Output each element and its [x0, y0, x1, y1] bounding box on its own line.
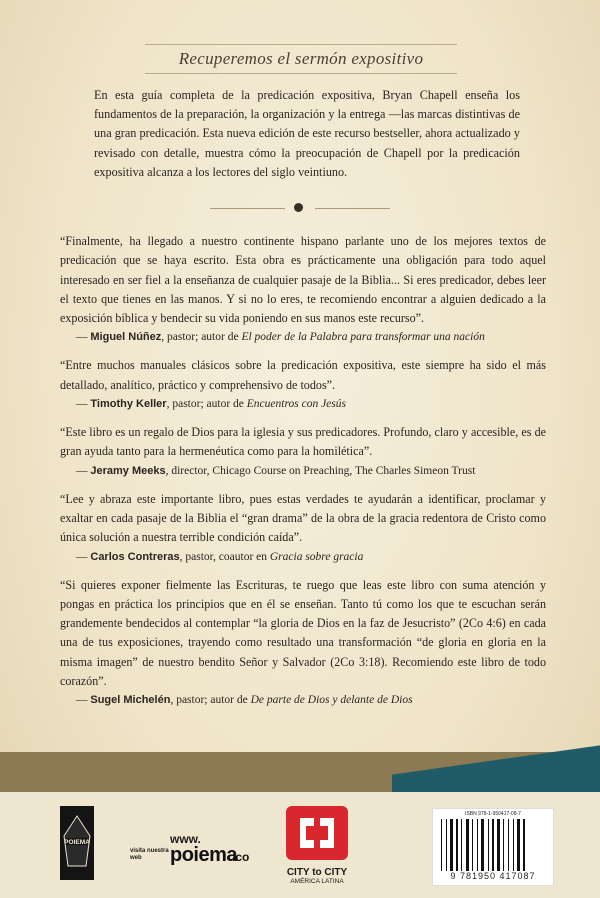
barcode-bar [474, 819, 476, 871]
ornament-icon [294, 203, 303, 212]
barcode-bar [454, 819, 455, 871]
barcode-bar [505, 819, 507, 871]
endorsement-text: “Entre muchos manuales clásicos sobre la predicación expositiva, este siempre ha sido el más detallado, analítico, práctico y comprehensivo de todos”. [60, 358, 546, 392]
barcode-bar [472, 819, 473, 871]
endorsement-text: “Lee y abraza este importante libro, pues estas verdades te ayudarán a identificar, proclamar y exaltar en cada pasaje de la Biblia el “gran drama” de la obra de la gracia redentora de Cristo como única solución a nuestra terrible condición caída”. [60, 491, 546, 545]
barcode-bar [470, 819, 471, 871]
poiema-logo-text: POIEMA [64, 839, 90, 846]
barcode-bar [495, 819, 496, 871]
barcode-bar [503, 819, 504, 871]
endorser-role: , pastor; autor de [161, 331, 242, 344]
barcode-bar [485, 819, 487, 871]
tagline: Recuperemos el sermón expositivo [178, 49, 424, 68]
barcode-bar [515, 819, 516, 871]
barcode-bar [456, 819, 458, 871]
barcode-bar [459, 819, 460, 871]
barcode-bar [450, 819, 453, 871]
barcode-bar [510, 819, 512, 871]
website-brand: poiema [170, 844, 238, 866]
endorser-role: , director, Chicago Course on Preaching, The Charles Simeon Trust [165, 464, 476, 477]
endorser-name: Carlos Contreras [90, 550, 180, 563]
endorsement [60, 576, 546, 710]
isbn-barcode [432, 808, 554, 886]
barcode-bar [492, 819, 494, 871]
endorsement [60, 232, 546, 346]
endorser-role: , pastor, coautor en [179, 550, 270, 563]
endorsement-attribution: — Timothy Keller, pastor; autor de Encuentros con Jesús [76, 398, 346, 411]
barcode-bar [501, 819, 502, 871]
isbn-label: ISBN 978-1-950417-08-7 [465, 811, 521, 817]
barcode-bar [521, 819, 522, 871]
barcode-bar [488, 819, 489, 871]
city-to-city-name: CITY to CITY [286, 867, 348, 878]
endorser-name: Sugel Michelén [90, 694, 171, 707]
endorser-role: , pastor; autor de [170, 694, 251, 707]
endorsement-text: “Si quieres exponer fielmente las Escrituras, te ruego que leas este libro con suma atención y pongas en práctica los principios que en él se enseñan. Tanto tú como los que te escuchan serán grandemente bendecidos al contemplar “la gloria de Dios en la faz de Jesucristo” (2Co 4:6) en cada una de tus exposiciones, trayendo como resultado una transformación “de gloria en gloria en la misma imagen” de nuestro bendito Señor y Salvador (2Co 3:18). Recomiendo este libro de todo corazón”. [60, 577, 546, 689]
endorsement-attribution: — Carlos Contreras, pastor, coautor en Gracia sobre gracia [76, 550, 364, 563]
city-to-city-logo [276, 804, 358, 890]
divider-line-left [210, 208, 285, 209]
barcode-bar [461, 819, 462, 871]
endorser-work: Gracia sobre gracia [269, 550, 364, 563]
poiema-logo [60, 806, 94, 880]
endorser-work: De parte de Dios y delante de Dios [250, 694, 413, 707]
city-to-city-icon [276, 804, 358, 864]
endorsement-attribution: — Miguel Núñez, pastor; autor de El poder de la Palabra para transformar una nación [76, 331, 485, 344]
barcode-bar [443, 819, 445, 871]
city-to-city-subtitle: AMÉRICA LATINA [290, 878, 344, 885]
poiema-logo-icon [60, 806, 94, 880]
endorsement-attribution: — Jeramy Meeks, director, Chicago Course on Preaching, The Charles Simeon Trust [76, 464, 476, 477]
barcode-bar [477, 819, 478, 871]
intro-paragraph: En esta guía completa de la predicación expositiva, Bryan Chapell enseña los fundamentos de la preparación, la organización y la entrega —las marcas distintivas de una gran predicación. Esta nueva edición de este recurso bestseller, ahora actualizado y revisado con detalle, muestra cómo la preocupación de Chapell por la predicación expositiva alcanza a los lectores del siglo veintiuno. [94, 88, 520, 179]
barcode-bar [448, 819, 449, 871]
barcode-bar [513, 819, 514, 871]
endorsement-text: “Este libro es un regalo de Dios para la iglesia y sus predicadores. Profundo, claro y accesible, es de gran ayuda tanto para la hermenéutica como para la homilética”. [60, 425, 546, 459]
isbn-digits: 9 781950 417087 [450, 871, 536, 881]
endorser-name: Jeramy Meeks [90, 464, 166, 477]
barcode-bar [481, 819, 484, 871]
barcode-bar [446, 819, 447, 871]
website-logo [130, 830, 250, 870]
barcode-bar [517, 819, 520, 871]
barcode-bar [497, 819, 500, 871]
endorser-role: , pastor; autor de [166, 398, 247, 411]
endorsement-text: “Finalmente, ha llegado a nuestro continente hispano parlante uno de los mejores textos de predicación que se haya escrito. Esta obra es prácticamente una obligación para todo aquel interesado en ser fiel a la enseñanza de cualquier pasaje de la Biblia... Si eres predicador, debes leer el texto que tienes en las manos. Y si no lo eres, te recomiendo encontrar a alguien dedicado a la exposición bíblica y bendecir su vida poniendo en sus manos este recurso”. [60, 234, 546, 326]
endorser-name: Miguel Núñez [90, 331, 162, 344]
endorsement [60, 356, 546, 413]
endorser-work: Encuentros con Jesús [246, 398, 346, 411]
ornament-divider [210, 202, 390, 214]
website-suffix: .co [232, 850, 250, 864]
endorser-name: Timothy Keller [90, 398, 167, 411]
barcode-bar [490, 819, 491, 871]
barcode-bar [523, 819, 525, 871]
barcode-bar [508, 819, 509, 871]
barcode-bar [479, 819, 480, 871]
barcode-bars [441, 819, 545, 871]
endorsement [60, 490, 546, 566]
endorsements [60, 232, 546, 719]
website-tagline: visita nuestra web [130, 848, 169, 861]
endorsement-attribution: — Sugel Michelén, pastor; autor de De parte de Dios y delante de Dios [76, 694, 413, 707]
barcode-bar [463, 819, 465, 871]
barcode-bar [441, 819, 442, 871]
tagline-box [145, 44, 457, 74]
website-prefix: www. [170, 832, 201, 846]
barcode-bar [466, 819, 469, 871]
divider-line-right [315, 208, 390, 209]
endorser-work: El poder de la Palabra para transformar una nación [241, 331, 485, 344]
endorsement [60, 423, 546, 480]
